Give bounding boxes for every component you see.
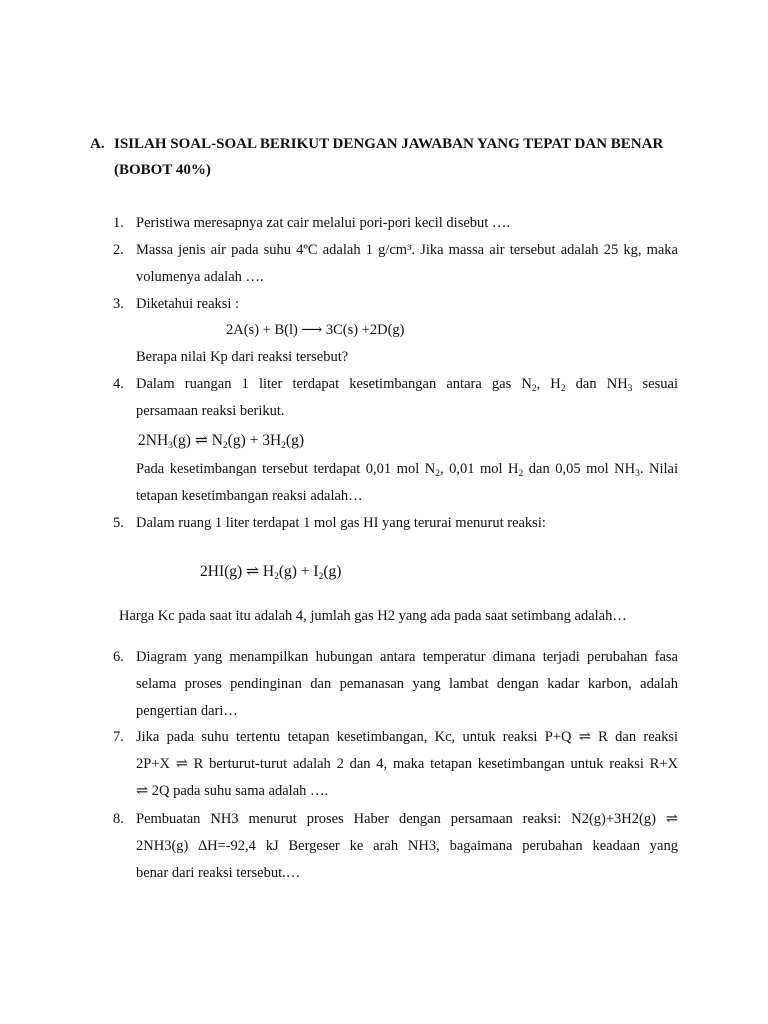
q1-number: 1. — [113, 215, 124, 231]
q3-line2: Berapa nilai Kp dari reaksi tersebut? — [136, 349, 349, 365]
q4-line4: tetapan kesetimbangan reaksi adalah… — [136, 488, 363, 504]
q3-line1: Diketahui reaksi : — [136, 296, 240, 312]
q3-number: 3. — [113, 296, 124, 312]
q6-line3: pengertian dari… — [136, 703, 238, 719]
q4-line1: Dalam ruangan 1 liter terdapat kesetimbangan antara gas $N_2$, $H_2$ dan $NH_3$ sesuai — [136, 376, 678, 394]
section-title-line1: ISILAH SOAL-SOAL BERIKUT DENGAN JAWABAN YANG TEPAT DAN BENAR — [114, 136, 664, 152]
q6-number: 6. — [113, 649, 124, 665]
q7-line1: Jika pada suhu tertentu tetapan kesetimbangan, Kc, untuk reaksi P+Q ⇌ R dan reaksi — [136, 729, 678, 745]
q3-equation: 2A(s) + B(l) ⟶ 3C(s) +2D(g) — [226, 322, 405, 338]
q5-number: 5. — [113, 515, 124, 531]
q4-number: 4. — [113, 376, 124, 392]
q4-line2: persamaan reaksi berikut. — [136, 403, 285, 419]
q6-line1: Diagram yang menampilkan hubungan antara temperatur dimana terjadi perubahan fasa — [136, 649, 678, 665]
q4-line3: Pada kesetimbangan tersebut terdapat 0,01 mol $N_2$, 0,01 mol $H_2$ dan 0,05 mol $NH_3$. Nilai — [136, 461, 679, 479]
q2-number: 2. — [113, 242, 124, 258]
section-title-line2: (BOBOT 40%) — [114, 162, 211, 178]
q2-line1: Massa jenis air pada suhu 4ºC adalah 1 g/cm³. Jika massa air tersebut adalah 25 kg, maka — [136, 242, 678, 258]
q8-number: 8. — [113, 811, 124, 827]
q8-line2: 2NH3(g) ∆H=-92,4 kJ Bergeser ke arah NH3, bagaimana perubahan keadaan yang — [136, 838, 678, 854]
q5-line1: Dalam ruang 1 liter terdapat 1 mol gas HI yang terurai menurut reaksi: — [136, 515, 546, 531]
section-letter: A. — [90, 136, 105, 152]
q8-line3: benar dari reaksi tersebut.… — [136, 865, 301, 881]
q5-line2: Harga Kc pada saat itu adalah 4, jumlah gas H2 yang ada pada saat setimbang adalah… — [119, 608, 627, 624]
q4-equation: $2NH_3(g)$ ⇌ $N_2(g) + 3H_2(g)$ — [138, 432, 304, 451]
q2-line2: volumenya adalah …. — [136, 269, 264, 285]
q5-equation: 2HI(g) ⇌ $H_2(g) + I_2(g)$ — [200, 563, 342, 582]
q8-line1: Pembuatan NH3 menurut proses Haber dengan persamaan reaksi: N2(g)+3H2(g) ⇌ — [136, 811, 678, 827]
q7-number: 7. — [113, 729, 124, 745]
q7-line3: ⇌ 2Q pada suhu sama adalah …. — [136, 783, 329, 799]
q6-line2: selama proses pendinginan dan pemanasan yang lambat dengan kadar karbon, adalah — [136, 676, 678, 692]
q7-line2: 2P+X ⇌ R berturut-turut adalah 2 dan 4, maka tetapan kesetimbangan untuk reaksi R+X — [136, 756, 678, 772]
q1-text: Peristiwa meresapnya zat cair melalui pori-pori kecil disebut …. — [136, 215, 511, 231]
